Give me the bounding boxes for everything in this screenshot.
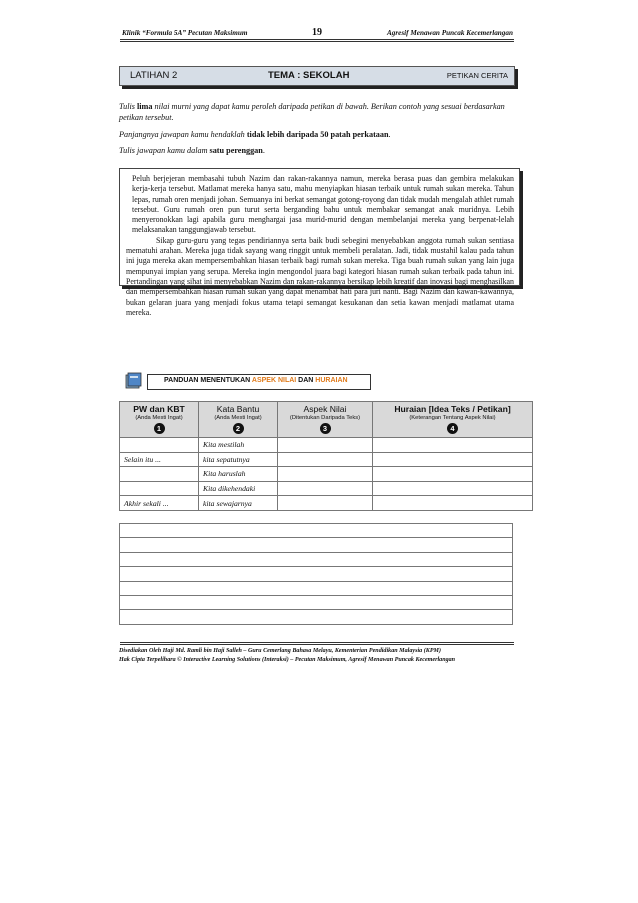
answer-lines[interactable]: [119, 523, 513, 625]
instruction-3: Tulis jawapan kamu dalam satu perenggan.: [119, 146, 265, 155]
aspek-nilai-table: [119, 401, 533, 511]
book-icon: [125, 372, 143, 390]
header-kata-bantu: Kata Bantu (Anda Mesti Ingat) 2: [199, 402, 278, 438]
footer-rule: [120, 642, 514, 643]
banner-petikan: PETIKAN CERITA: [446, 71, 508, 80]
guide-label: PANDUAN MENENTUKAN ASPEK NILAI DAN HURAIAN: [147, 374, 371, 390]
banner-tema: TEMA : SEKOLAH: [268, 70, 350, 81]
header-rule-2: [120, 41, 514, 42]
footer-line-2: Hak Cipta Terpelihara © Interactive Learning Solutions (Interaksi) – Pecutan Maksimum, Agresif Menawan Puncak Kecemerlangan: [119, 657, 456, 663]
story-passage: [119, 168, 520, 317]
table-row: Selain itu ... kita sepatutnya: [120, 452, 533, 467]
exercise-banner: [119, 66, 515, 86]
header-pw: PW dan KBT (Anda Mesti Ingat) 1: [120, 402, 199, 438]
table-row: Akhir sekali ... kita sewajarnya: [120, 496, 533, 511]
header-rule: [120, 39, 514, 40]
passage-paragraph-1: Peluh berjejeran membasahi tubuh Nazim dan rakan-rakannya namun, mereka berasa puas dan gembira melakukan kerja-kerja tersebut. Matlamat mereka hanya satu, mahu menyiapkan hiasan terbaik untuk rumah sukan mereka. Tahun lepas, rumah oren menjadi johan. Semuanya ini berkat semangat gotong-royong dan tidak mudah mengalah athlet rumah tersebut. Guru rumah oren pun turut serta berganding bahu untuk membakar semangat anak muridnya. Lebih menyeronokkan lagi apabila guru menghargai jasa murid-murid dengan membelanjai mereka yang berpenat-lelah melaksanakan tanggungjawab tersebut.: [132, 174, 514, 235]
page-number: 19: [312, 27, 322, 38]
table-header-row: [120, 402, 533, 438]
instruction-1: Tulis lima nilai murni yang dapat kamu peroleh daripada petikan di bawah. Berikan contoh yang sesuai berdasarkan petikan tersebut.: [119, 102, 505, 122]
instruction-2: Panjangnya jawapan kamu hendaklah tidak lebih daripada 50 patah perkataan.: [119, 130, 391, 139]
footer-line-1: Disediakan Oleh Haji Md. Ramli bin Haji Salleh – Guru Cemerlang Bahasa Melayu, Kementerian Pendidikan Malaysia (KPM): [119, 648, 441, 654]
banner-latihan: LATIHAN 2: [130, 70, 178, 81]
footer-rule-2: [120, 644, 514, 645]
passage-paragraph-2: Sikap guru-guru yang tegas pendiriannya serta baik budi sebegini menyebabkan anggota rumah sukan sentiasa mematuhi arahan. Mereka juga tidak sayang wang ringgit untuk membeli peralatan. Jadi, tidak mustahil kalau pada tahun ini juga mereka akan mempersembahkan hiasan terbaik bagi rumah sukan mereka. Tiga buah rumah sukan yang lain juga mempunyai impian yang serupa. Mereka ingin mengondol juara bagi kategori hiasan rumah sukan terbaik pada tahun ini. Pertandingan yang sihat ini menyebabkan Nazim dan rakan-rakannya bersikap lebih kreatif dan inovasi bagi menghasilkan dan mempersembahkan hiasan rumah sukan yang dapat menambat hati para juri nanti. Bagi Nazim dan kawan-kawannya, bukan gelaran juara yang menjadi fokus utama tetapi semangat kesukanan dan setia kawan menjadi matlamat utama mereka.: [126, 235, 514, 317]
header-huraian: Huraian [Idea Teks / Petikan] (Keterangan Tentang Aspek Nilai) 4: [373, 402, 533, 438]
table-row: Kita haruslah: [120, 467, 533, 482]
header-right: Agresif Menawan Puncak Kecemerlangan: [387, 29, 513, 37]
header-left: Klinik “Formula 5A” Pecutan Maksimum: [122, 29, 248, 37]
page-footer: [119, 647, 517, 665]
table-row: Kita dikehendaki: [120, 481, 533, 496]
table-row: Kita mestilah: [120, 438, 533, 453]
header-aspek-nilai: Aspek Nilai (Ditentukan Daripada Teks) 3: [278, 402, 373, 438]
